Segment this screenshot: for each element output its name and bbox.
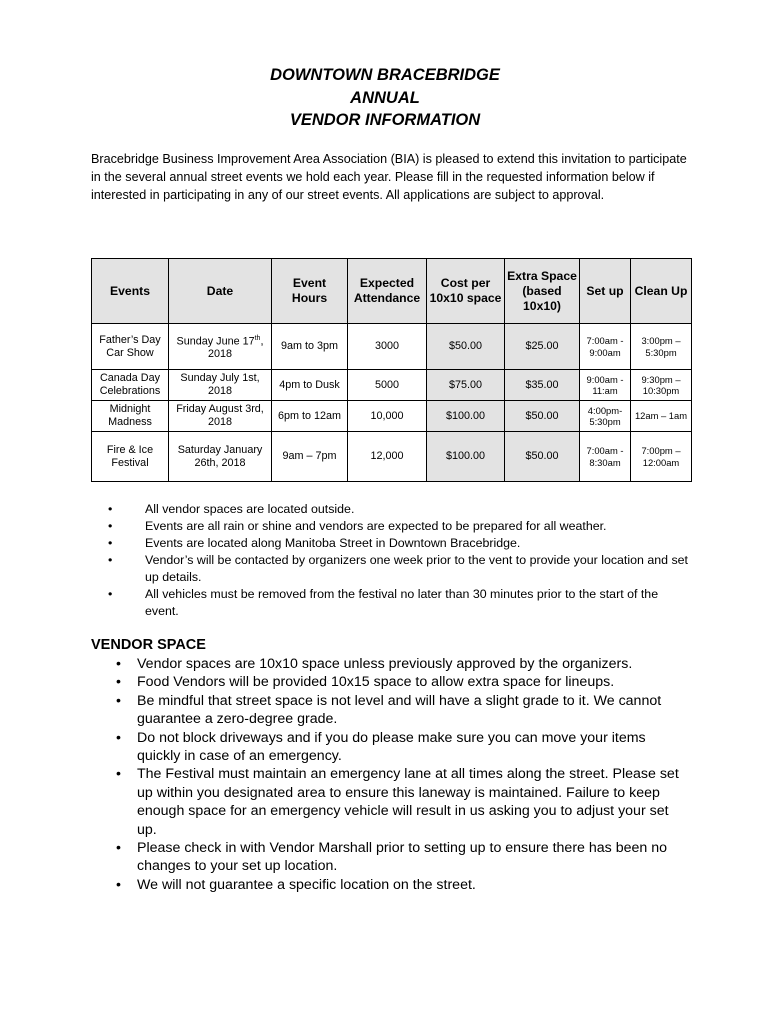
cell-attendance: 12,000 <box>348 432 427 482</box>
bullet-icon: • <box>116 674 121 691</box>
cell-setup: 4:00pm- 5:30pm <box>580 401 631 432</box>
vendor-space-list <box>116 655 692 894</box>
table-row <box>92 401 692 432</box>
bullet-icon: • <box>108 553 113 567</box>
title-line-3: VENDOR INFORMATION <box>289 111 481 129</box>
event-notes-list <box>108 501 692 620</box>
cell-date: Sunday July 1st, 2018 <box>169 370 272 401</box>
list-item <box>116 692 692 729</box>
list-item-text: Please check in with Vendor Marshall prior to setting up to ensure there has been no changes to your set up location. <box>137 840 667 875</box>
header-cost: Cost per 10x10 space <box>427 259 505 324</box>
list-item <box>108 501 692 518</box>
header-clean-up: Clean Up <box>631 259 692 324</box>
bullet-icon: • <box>116 766 121 783</box>
bullet-icon: • <box>116 692 121 709</box>
list-item <box>116 729 692 766</box>
bullet-icon: • <box>108 502 113 516</box>
cell-cost: $75.00 <box>427 370 505 401</box>
cell-cleanup: 9:30pm – 10:30pm <box>631 370 692 401</box>
table-row <box>92 324 692 370</box>
cell-event: Midnight Madness <box>92 401 169 432</box>
bullet-icon: • <box>116 656 121 672</box>
cell-cost: $100.00 <box>427 432 505 482</box>
table-row <box>92 370 692 401</box>
list-item-text: Vendor spaces are 10x10 space unless previously approved by the organizers. <box>137 656 633 672</box>
date-text: Sunday June 17 <box>176 335 255 348</box>
date-superscript: th <box>254 334 261 342</box>
list-item-text: Food Vendors will be provided 10x15 space to allow extra space for lineups. <box>137 674 615 691</box>
table-header-row <box>92 259 692 324</box>
bullet-icon: • <box>116 729 121 746</box>
header-expected-attendance: Expected Attendance <box>348 259 427 324</box>
cell-event: Fire & Ice Festival <box>92 432 169 482</box>
cell-attendance: 3000 <box>348 324 427 370</box>
header-extra-space: Extra Space (based 10x10) <box>505 259 580 324</box>
bullet-icon: • <box>108 519 113 533</box>
cell-hours: 9am to 3pm <box>272 324 348 370</box>
list-item <box>108 535 692 552</box>
cell-cleanup: 12am – 1am <box>631 401 692 432</box>
list-item <box>108 586 692 620</box>
cell-date: Friday August 3rd, 2018 <box>169 401 272 432</box>
cell-attendance: 5000 <box>348 370 427 401</box>
cell-cost: $100.00 <box>427 401 505 432</box>
cell-cost: $50.00 <box>427 324 505 370</box>
cell-extra: $35.00 <box>505 370 580 401</box>
bullet-icon: • <box>116 840 121 857</box>
list-item-text: Be mindful that street space is not level and will have a slight grade to it. We cannot guarantee a zero-degree grade. <box>137 692 662 728</box>
header-event-hours: Event Hours <box>272 259 348 324</box>
list-item-text: Do not block driveways and if you do please make sure you can move your items quickly in case of an emergency. <box>137 729 646 765</box>
cell-date: Saturday January 26th, 2018 <box>169 432 272 482</box>
cell-date <box>169 324 272 370</box>
table-row <box>92 432 692 482</box>
list-item <box>116 655 692 673</box>
cell-setup: 9:00am - 11:am <box>580 370 631 401</box>
cell-hours: 6pm to 12am <box>272 401 348 432</box>
header-date: Date <box>169 259 272 324</box>
list-item-text: All vendor spaces are located outside. <box>145 502 355 516</box>
cell-extra: $50.00 <box>505 401 580 432</box>
list-item-text: We will not guarantee a specific location on the street. <box>137 876 476 893</box>
intro-paragraph: Bracebridge Business Improvement Area Association (BIA) is pleased to extend this invitation to participate in the several annual street events we hold each year. Please fill in the requested information below if interested in participating in any of our street events. All applications are subject to approval. <box>91 152 687 202</box>
cell-cleanup: 7:00pm – 12:00am <box>631 432 692 482</box>
cell-extra: $50.00 <box>505 432 580 482</box>
cell-hours: 4pm to Dusk <box>272 370 348 401</box>
cell-event: Father’s Day Car Show <box>92 324 169 370</box>
list-item <box>116 839 692 876</box>
bullet-icon: • <box>116 876 121 893</box>
events-table <box>91 258 692 482</box>
cell-hours: 9am – 7pm <box>272 432 348 482</box>
title-line-2: ANNUAL <box>350 88 420 107</box>
document-title <box>0 64 770 132</box>
list-item <box>108 552 692 586</box>
cell-event: Canada Day Celebrations <box>92 370 169 401</box>
header-events: Events <box>92 259 169 324</box>
title-line-1: DOWNTOWN BRACEBRIDGE <box>270 66 500 84</box>
list-item <box>116 876 692 894</box>
bullet-icon: • <box>108 587 113 601</box>
list-item <box>108 518 692 535</box>
vendor-space-heading: VENDOR SPACE <box>91 637 206 653</box>
list-item-text: Vendor’s will be contacted by organizers one week prior to the vent to provide your location and set up details. <box>145 553 688 584</box>
cell-attendance: 10,000 <box>348 401 427 432</box>
list-item <box>116 765 692 839</box>
list-item <box>116 673 692 691</box>
list-item-text: The Festival must maintain an emergency lane at all times along the street. Please set up within you designated area to ensure this laneway is maintained. Failure to keep enough space for an emergency vehicle will result in us asking you to adjust your set up. <box>137 766 679 838</box>
bullet-icon: • <box>108 536 113 550</box>
list-item-text: Events are all rain or shine and vendors are expected to be prepared for all weather. <box>145 519 607 533</box>
list-item-text: All vehicles must be removed from the festival no later than 30 minutes prior to the start of the event. <box>145 587 659 618</box>
cell-cleanup: 3:00pm – 5:30pm <box>631 324 692 370</box>
list-item-text: Events are located along Manitoba Street in Downtown Bracebridge. <box>145 536 521 550</box>
cell-extra: $25.00 <box>505 324 580 370</box>
header-set-up: Set up <box>580 259 631 324</box>
cell-setup: 7:00am - 9:00am <box>580 324 631 370</box>
cell-setup: 7:00am - 8:30am <box>580 432 631 482</box>
date-text-end: , 2018 <box>207 335 264 361</box>
